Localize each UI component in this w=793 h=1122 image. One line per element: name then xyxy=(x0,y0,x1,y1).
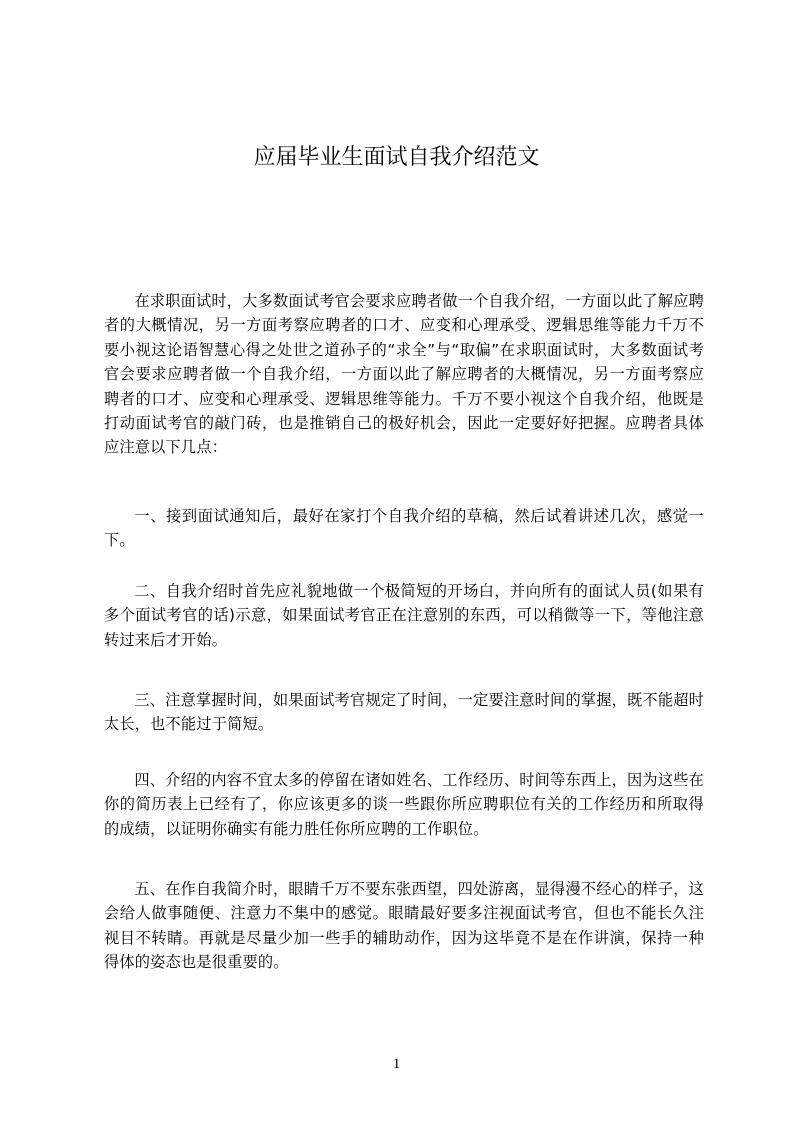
paragraph-point-2: 二、自我介绍时首先应礼貌地做一个极简短的开场白，并向所有的面试人员(如果有多个面试考官的话)示意，如果面试考官正在注意别的东西，可以稍微等一下，等他注意转过来后才开始。 xyxy=(104,582,704,649)
paragraph-point-3: 三、注意掌握时间，如果面试考官规定了时间，一定要注意时间的掌握，既不能超时太长，也不能过于简短。 xyxy=(104,691,704,734)
document-title: 应届毕业生面试自我介绍范文 xyxy=(253,145,540,170)
paragraph-point-1: 一、接到面试通知后，最好在家打个自我介绍的草稿，然后试着讲述几次，感觉一下。 xyxy=(104,507,704,550)
page-number: 1 xyxy=(392,1056,401,1072)
paragraph-point-5: 五、在作自我简介时，眼睛千万不要东张西望，四处游离，显得漫不经心的样子，这会给人做事随便、注意力不集中的感觉。眼睛最好要多注视面试考官，但也不能长久注视目不转睛。再就是尽量少加一些手的辅助动作，因为这毕竟不是在作讲演，保持一种得体的姿态也是很重要的。 xyxy=(104,880,704,972)
paragraph-intro: 在求职面试时，大多数面试考官会要求应聘者做一个自我介绍，一方面以此了解应聘者的大概情况，另一方面考察应聘者的口才、应变和心理承受、逻辑思维等能力千万不要小视这论语智慧心得之处世之道孙子的“求全”与“取偏”在求职面试时，大多数面试考官会要求应聘者做一个自我介绍，一方面以此了解应聘者的大概情况，另一方面考察应聘者的口才、应变和心理承受、逻辑思维等能力。千万不要小视这个自我介绍，他既是打动面试考官的敲门砖，也是推销自己的极好机会，因此一定要好好把握。应聘者具体应注意以下几点： xyxy=(104,292,704,457)
paragraph-point-4: 四、介绍的内容不宜太多的停留在诸如姓名、工作经历、时间等东西上，因为这些在你的简历表上已经有了，你应该更多的谈一些跟你所应聘职位有关的工作经历和所取得的成绩，以证明你确实有能力胜任你所应聘的工作职位。 xyxy=(104,771,704,838)
